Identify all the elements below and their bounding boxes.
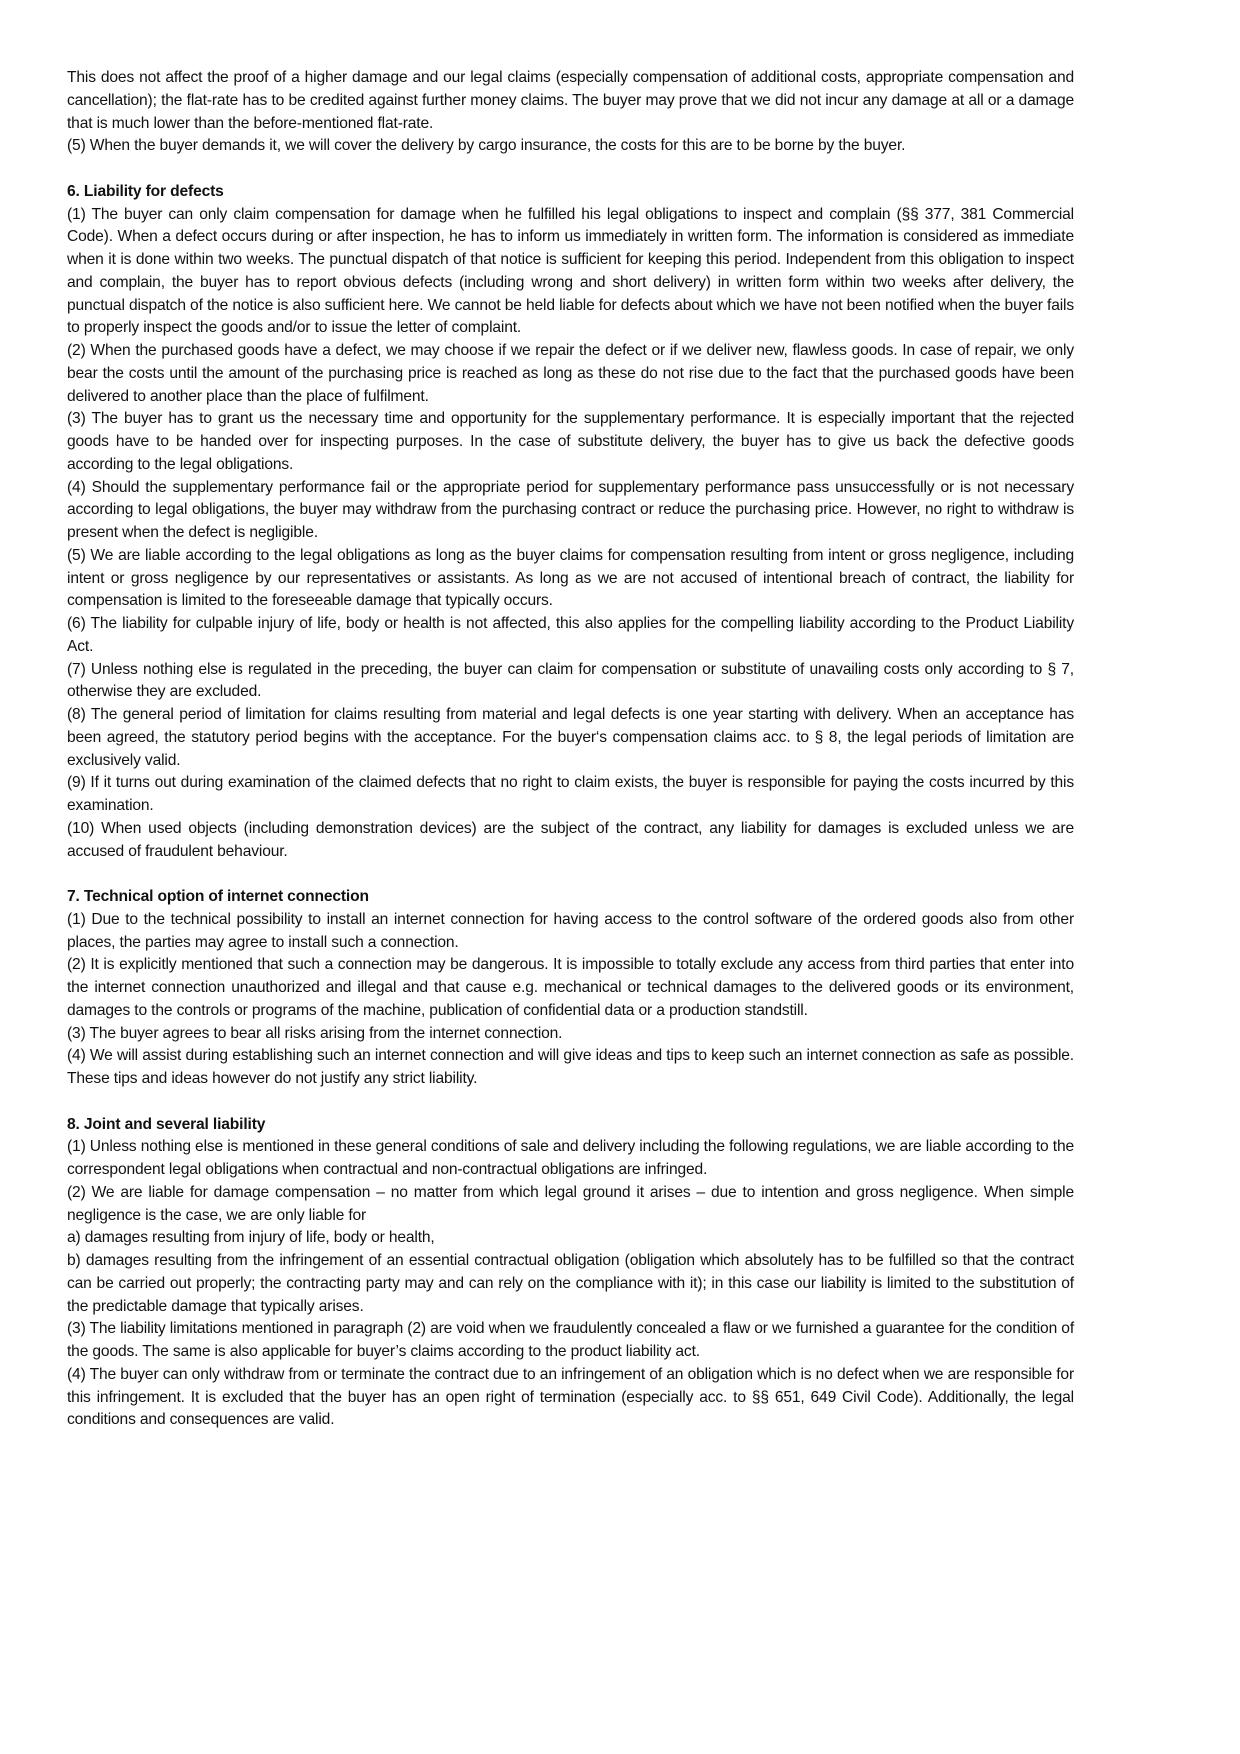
clause: (2) We are liable for damage compensation – no matter from which legal ground it arises – due to intention and gross negligence. When simple negligence is the case, we are only liable for [67,1183,1074,1224]
clause: (1) The buyer can only claim compensation for damage when he fulfilled his legal obligations to inspect and complain (§§ 377, 381 Commercial Code). When a defect occurs during or after inspection, he has to inform us immediately in written form. The information is considered as immediate when it is done within two weeks. The punctual dispatch of that notice is sufficient for keeping this period. Independent from this obligation to inspect and complain, the buyer has to report obvious defects (including wrong and short delivery) in written form within two weeks after delivery, the punctual dispatch of the notice is also sufficient here. We cannot be held liable for defects about which we have not been notified when the buyer fails to properly inspect the goods and/or to issue the letter of complaint. [67,205,1074,337]
intro-paragraph: This does not affect the proof of a higher damage and our legal claims (especially compensation of additional costs, appropriate compensation and cancellation); the flat-rate has to be credited against further money claims. The buyer may prove that we did not incur any damage at all or a damage that is much lower than the before-mentioned flat-rate. [67,69,1074,132]
spacer [67,863,1074,886]
clause: (3) The buyer has to grant us the necessary time and opportunity for the supplementary performance. It is especially important that the rejected goods have to be handed over for inspecting purposes. In the case of substitute delivery, the buyer has to give us back the defective goods according to the legal obligations. [67,410,1074,473]
clause: (3) The buyer agrees to bear all risks arising from the internet connection. [67,1024,563,1042]
intro-paragraph: (5) When the buyer demands it, we will cover the delivery by cargo insurance, the costs for this are to be borne by the buyer. [67,137,906,155]
clause: (4) The buyer can only withdraw from or terminate the contract due to an infringement of an obligation which is no defect when we are responsible for this infringement. It is excluded that the buyer has an open right of termination (especially acc. to §§ 651, 649 Civil Code). Additionally, the legal conditions and consequences are valid. [67,1365,1074,1429]
section-joint-liability [67,1114,1074,1433]
clause: (2) When the purchased goods have a defect, we may choose if we repair the defect or if we deliver new, flawless goods. In case of repair, we only bear the costs until the amount of the purchasing price is reached as long as these do not rise due to the fact that the purchased goods have been delivered to another place than the place of fulfilment. [67,342,1074,405]
spacer [67,158,1074,181]
clause: (9) If it turns out during examination of the claimed defects that no right to claim exists, the buyer is responsible for paying the costs incurred by this examination. [67,774,1074,814]
clause: (7) Unless nothing else is regulated in the preceding, the buyer can claim for compensation or substitute of unavailing costs only according to § 7, otherwise they are excluded. [67,660,1074,701]
clause: (6) The liability for culpable injury of life, body or health is not affected, this also applies for the compelling liability according to the Product Liability Act. [67,615,1074,655]
document-page [67,67,1074,1432]
section-liability-for-defects [67,181,1074,864]
clause: (1) Unless nothing else is mentioned in these general conditions of sale and delivery including the following regulations, we are liable according to the correspondent legal obligations when contractual and non-contractual obligations are infringed. [67,1138,1074,1178]
clause: (8) The general period of limitation for claims resulting from material and legal defects is one year starting with delivery. When an acceptance has been agreed, the statutory period begins with the acceptance. For the buyer‘s compensation claims acc. to § 8, the legal periods of limitation are exclusively valid. [67,706,1074,769]
clause: (10) When used objects (including demonstration devices) are the subject of the contract, any liability for damages is excluded unless we are accused of fraudulent behaviour. [67,819,1074,860]
clause: (1) Due to the technical possibility to install an internet connection for having access to the control software of the ordered goods also from other places, the parties may agree to install such a connection. [67,910,1074,951]
clause: (5) We are liable according to the legal obligations as long as the buyer claims for compensation resulting from intent or gross negligence, including intent or gross negligence by our representatives or assistants. As long as we are not accused of intentional breach of contract, the liability for compensation is limited to the foreseeable damage that typically occurs. [67,546,1074,610]
clause: a) damages resulting from injury of life, body or health, [67,1229,435,1247]
section-heading: 8. Joint and several liability [67,1115,266,1133]
clause: (3) The liability limitations mentioned in paragraph (2) are void when we fraudulently concealed a flaw or we furnished a guarantee for the condition of the goods. The same is also applicable for buyer’s claims according to the product liability act. [67,1320,1074,1360]
intro-block [67,67,1074,158]
clause: (2) It is explicitly mentioned that such a connection may be dangerous. It is impossible to totally exclude any access from third parties that enter into the internet connection unauthorized and illegal and that cause e.g. mechanical or technical damages to the delivered goods or its environment, damages to the controls or programs of the machine, publication of confidential data or a production standstill. [67,956,1074,1019]
section-heading: 6. Liability for defects [67,182,224,200]
section-internet-connection [67,886,1074,1091]
spacer [67,1091,1074,1114]
clause: b) damages resulting from the infringement of an essential contractual obligation (obligation which absolutely has to be fulfilled so that the contract can be carried out properly; the contracting party may and can rely on the compliance with it); in this case our liability is limited to the substitution of the predictable damage that typically arises. [67,1252,1074,1315]
clause: (4) Should the supplementary performance fail or the appropriate period for supplementary performance pass unsuccessfully or is not necessary according to legal obligations, the buyer may withdraw from the purchasing contract or reduce the purchasing price. However, no right to withdraw is present when the defect is negligible. [67,478,1074,541]
clause: (4) We will assist during establishing such an internet connection and will give ideas and tips to keep such an internet connection as safe as possible. These tips and ideas however do not justify any strict liability. [67,1047,1074,1087]
section-heading: 7. Technical option of internet connection [67,888,369,905]
